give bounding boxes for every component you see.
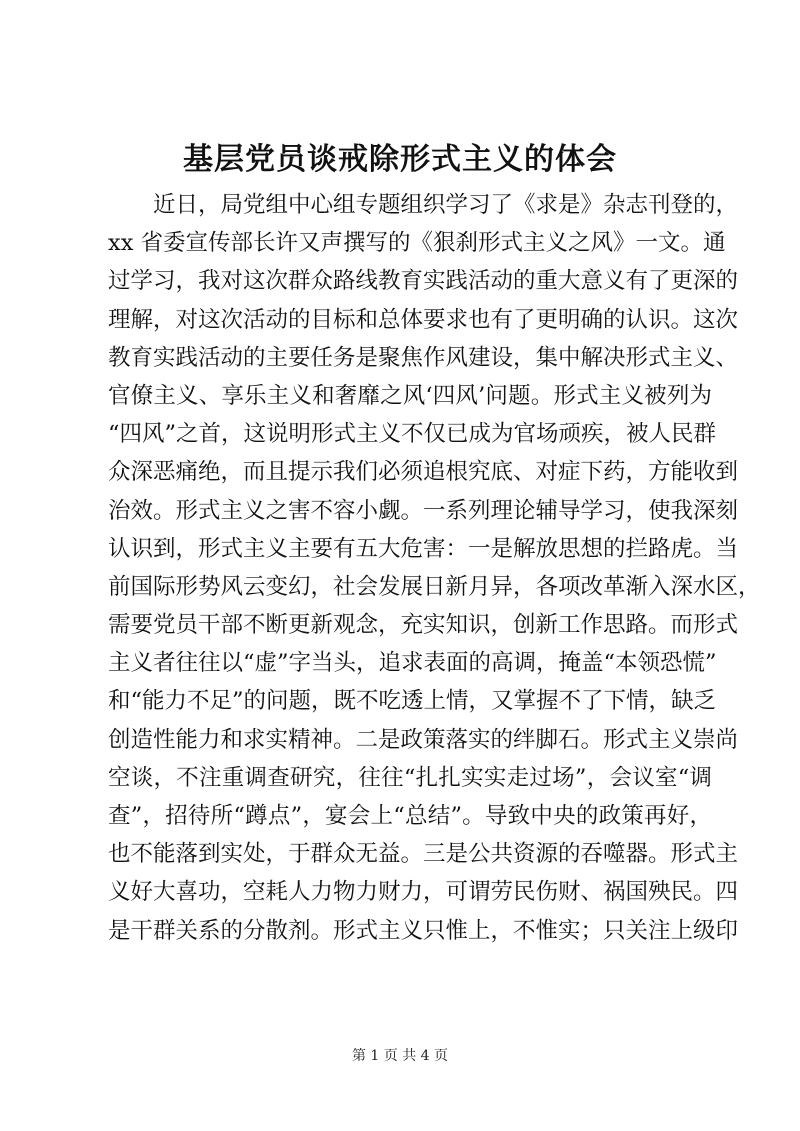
body-line: 近日，局党组中心组专题组织学习了《求是》杂志刊登的， (153, 192, 739, 218)
body-line: 官僚主义、享乐主义和奢靡之风‘四风’问题。形式主义被列为 (108, 382, 712, 409)
body-line: 需要党员干部不断更新观念，充实知识，创新工作思路。而形式 (108, 612, 739, 639)
body-line: 查”，招待所“蹲点”，宴会上“总结”。导致中央的政策再好， (108, 803, 712, 829)
body-line: 和“能力不足”的问题，既不吃透上情，又掌握不了下情，缺乏 (108, 688, 717, 715)
body-line: 教育实践活动的主要任务是聚焦作风建设，集中解决形式主义、 (108, 344, 739, 371)
body-line: 也不能落到实处，于群众无益。三是公共资源的吞噬器。形式主 (108, 841, 739, 868)
body-line: 理解，对这次活动的目标和总体要求也有了更明确的认识。这次 (108, 306, 739, 333)
page-number-footer: 第 1 页 共 4 页 (351, 1048, 449, 1064)
document-body (108, 186, 761, 950)
body-line: 创造性能力和求实精神。二是政策落实的绊脚石。形式主义崇尚 (108, 726, 739, 753)
body-line: 众深恶痛绝，而且提示我们必须追根究底、对症下药，方能收到 (108, 459, 739, 486)
body-line: 是干群关系的分散剂。形式主义只惟上，不惟实；只关注上级印 (108, 917, 739, 944)
body-line: 义好大喜功，空耗人力物力财力，可谓劳民伤财、祸国殃民。四 (108, 879, 739, 906)
body-line: 空谈，不注重调查研究，往往“扎扎实实走过场”，会议室“调 (108, 764, 712, 791)
document-title: 基层党员谈戒除形式主义的体会 (183, 142, 617, 177)
body-line: 前国际形势风云变幻，社会发展日新月异，各项改革渐入深水区， (108, 573, 761, 600)
body-line: 过学习，我对这次群众路线教育实践活动的重大意义有了更深的 (108, 268, 739, 295)
body-line: 认识到，形式主义主要有五大危害：一是解放思想的拦路虎。当 (108, 535, 739, 562)
body-line: xx 省委宣传部长许又声撰写的《狠刹形式主义之风》一文。通 (108, 230, 726, 257)
body-line: “四风”之首，这说明形式主义不仅已成为官场顽疾，被人民群 (108, 421, 717, 448)
body-line: 治效。形式主义之害不容小觑。一系列理论辅导学习，使我深刻 (108, 497, 739, 524)
body-line: 主义者往往以“虚”字当头，追求表面的高调，掩盖“本领恐慌” (108, 650, 717, 677)
